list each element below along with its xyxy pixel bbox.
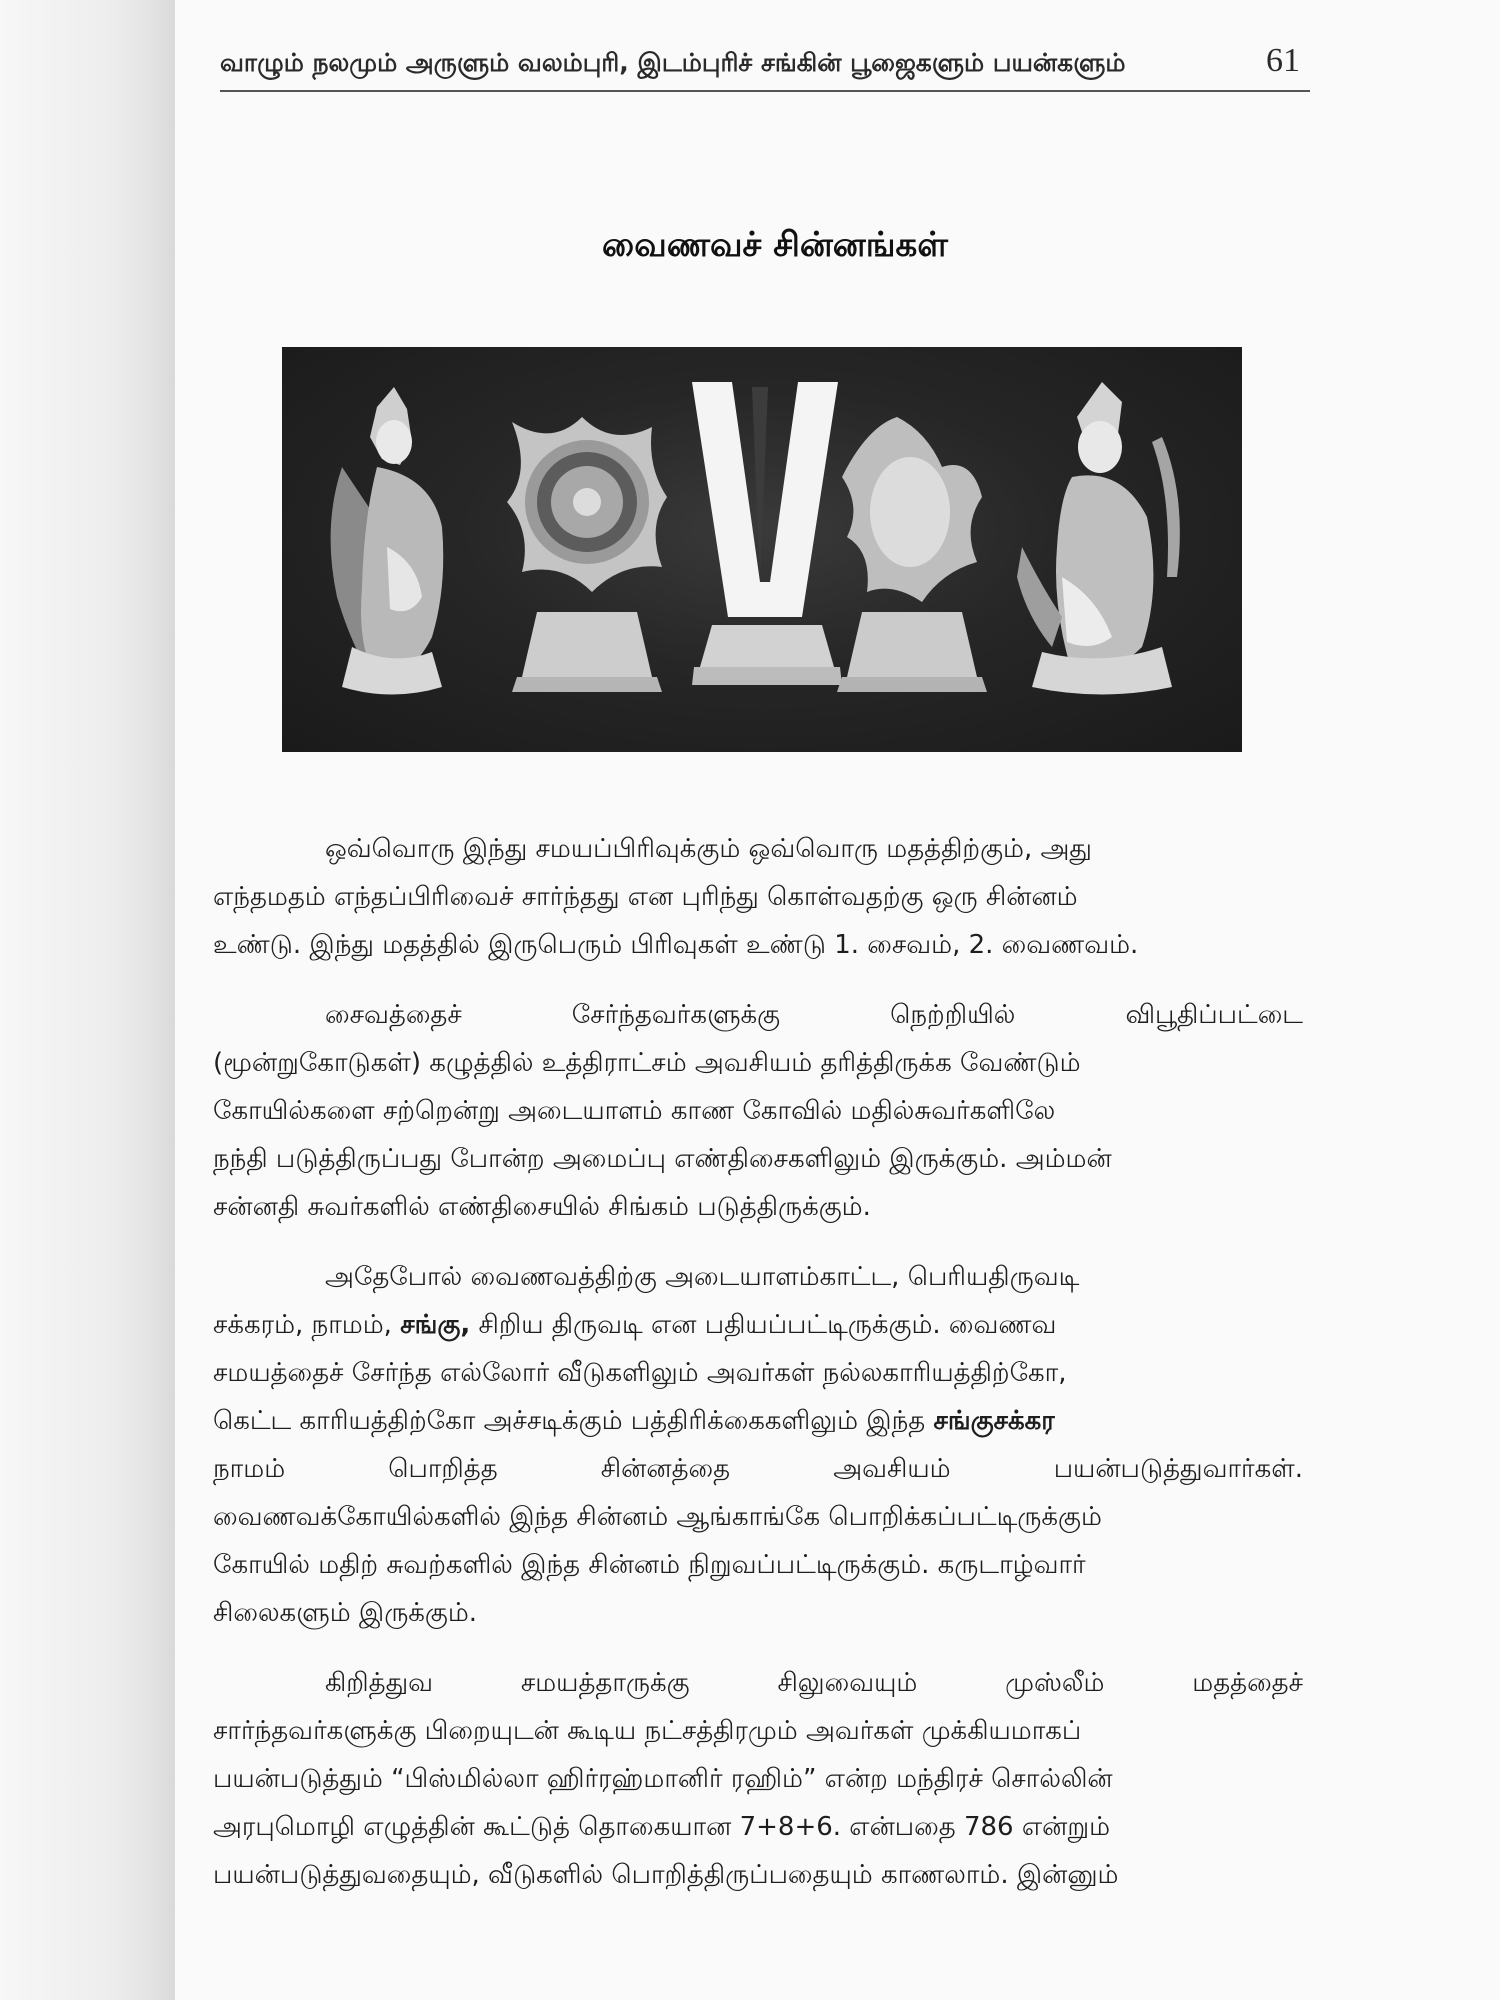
text-line: அரபுமொழி எழுத்தின் கூட்டுத் தொகையான 7+8+6. என்பதை 786 என்றும் (213, 1812, 1110, 1842)
text-line: நாமம் பொறித்த சின்னத்தை அவசியம் பயன்படுத்துவார்கள். (213, 1454, 1303, 1484)
text-line: நந்தி படுத்திருப்பது போன்ற அமைப்பு எண்திசைகளிலும் இருக்கும். அம்மன் (213, 1144, 1112, 1174)
text-line: (மூன்றுகோடுகள்) கழுத்தில் உத்திராட்சம் அவசியம் தரித்திருக்க வேண்டும் (213, 1048, 1081, 1078)
text-line: சன்னதி சுவர்களில் எண்திசையில் சிங்கம் படுத்திருக்கும். (213, 1192, 871, 1222)
running-title: வாழும் நலமும் அருளும் வலம்புரி, இடம்புரிச் சங்கின் பூஜைகளும் பயன்களும் (220, 48, 1126, 77)
text-span: கெட்ட காரியத்திற்கோ அச்சடிக்கும் பத்திரிக்கைகளிலும் இந்த (213, 1406, 934, 1436)
namam-figure (692, 382, 842, 685)
text-line: கோயில்களை சற்றென்று அடையாளம் காண கோவில் மதில்சுவர்களிலே (213, 1096, 1056, 1126)
text-line: அதேபோல் வைணவத்திற்கு அடையாளம்காட்ட, பெரியதிருவடி (325, 1262, 1080, 1292)
text-line: கோயில் மதிற் சுவற்களில் இந்த சின்னம் நிறுவப்பட்டிருக்கும். கருடாழ்வார் (213, 1550, 1086, 1580)
section-title: வைணவச் சின்னங்கள் (602, 225, 948, 265)
chakra-figure (507, 417, 667, 692)
text-line: கிறித்துவ சமயத்தாருக்கு சிலுவையும் முஸ்லீம் மதத்தைச் (325, 1668, 1303, 1698)
paragraph-2 (213, 991, 1303, 1231)
text-line: உண்டு. இந்து மதத்தில் இருபெரும் பிரிவுகள் உண்டு 1. சைவம், 2. வைணவம். (213, 930, 1139, 960)
text-line: வைணவக்கோயில்களில் இந்த சின்னம் ஆங்காங்கே பொறிக்கப்பட்டிருக்கும் (213, 1502, 1102, 1532)
text-line: சமயத்தைச் சேர்ந்த எல்லோர் வீடுகளிலும் அவர்கள் நல்லகாரியத்திற்கோ, (213, 1358, 1067, 1388)
page-gutter (0, 0, 175, 2000)
text-span: சக்கரம், நாமம், (213, 1310, 401, 1340)
garuda-figure (331, 387, 444, 695)
text-line: ஒவ்வொரு இந்து சமயப்பிரிவுக்கும் ஒவ்வொரு மதத்திற்கும், அது (325, 834, 1092, 864)
photo-figures (282, 347, 1242, 752)
vaishnava-symbols-photo (282, 347, 1242, 752)
bold-term: சங்கு, (400, 1310, 471, 1340)
body-text (213, 825, 1303, 1921)
shankha-figure (837, 417, 987, 692)
text-line: சைவத்தைச் சேர்ந்தவர்களுக்கு நெற்றியில் விபூதிப்பட்டை (325, 1000, 1303, 1030)
text-line: பயன்படுத்துவதையும், வீடுகளில் பொறித்திருப்பதையும் காணலாம். இன்னும் (213, 1860, 1119, 1890)
text-line: சிலைகளும் இருக்கும். (213, 1598, 478, 1628)
text-span: சிறிய திருவடி என பதியப்பட்டிருக்கும். வைணவ (470, 1310, 1057, 1340)
bold-term: சங்குசக்கர (933, 1406, 1055, 1436)
text-line: எந்தமதம் எந்தப்பிரிவைச் சார்ந்தது என புரிந்து கொள்வதற்கு ஒரு சின்னம் (213, 882, 1078, 912)
page-number: 61 (1266, 42, 1300, 79)
text-line: பயன்படுத்தும் “பிஸ்மில்லா ஹிர்ரஹ்மானிர் ரஹிம்” என்ற மந்திரச் சொல்லின் (213, 1764, 1113, 1794)
paragraph-4 (213, 1659, 1303, 1899)
running-header (220, 40, 1310, 92)
paragraph-3 (213, 1253, 1303, 1637)
text-line: சார்ந்தவர்களுக்கு பிறையுடன் கூடிய நட்சத்திரமும் அவர்கள் முக்கியமாகப் (213, 1716, 1082, 1746)
text-line (213, 1301, 1303, 1349)
paragraph-1 (213, 825, 1303, 969)
text-line (213, 1397, 1303, 1445)
hanuman-figure (1017, 382, 1180, 695)
